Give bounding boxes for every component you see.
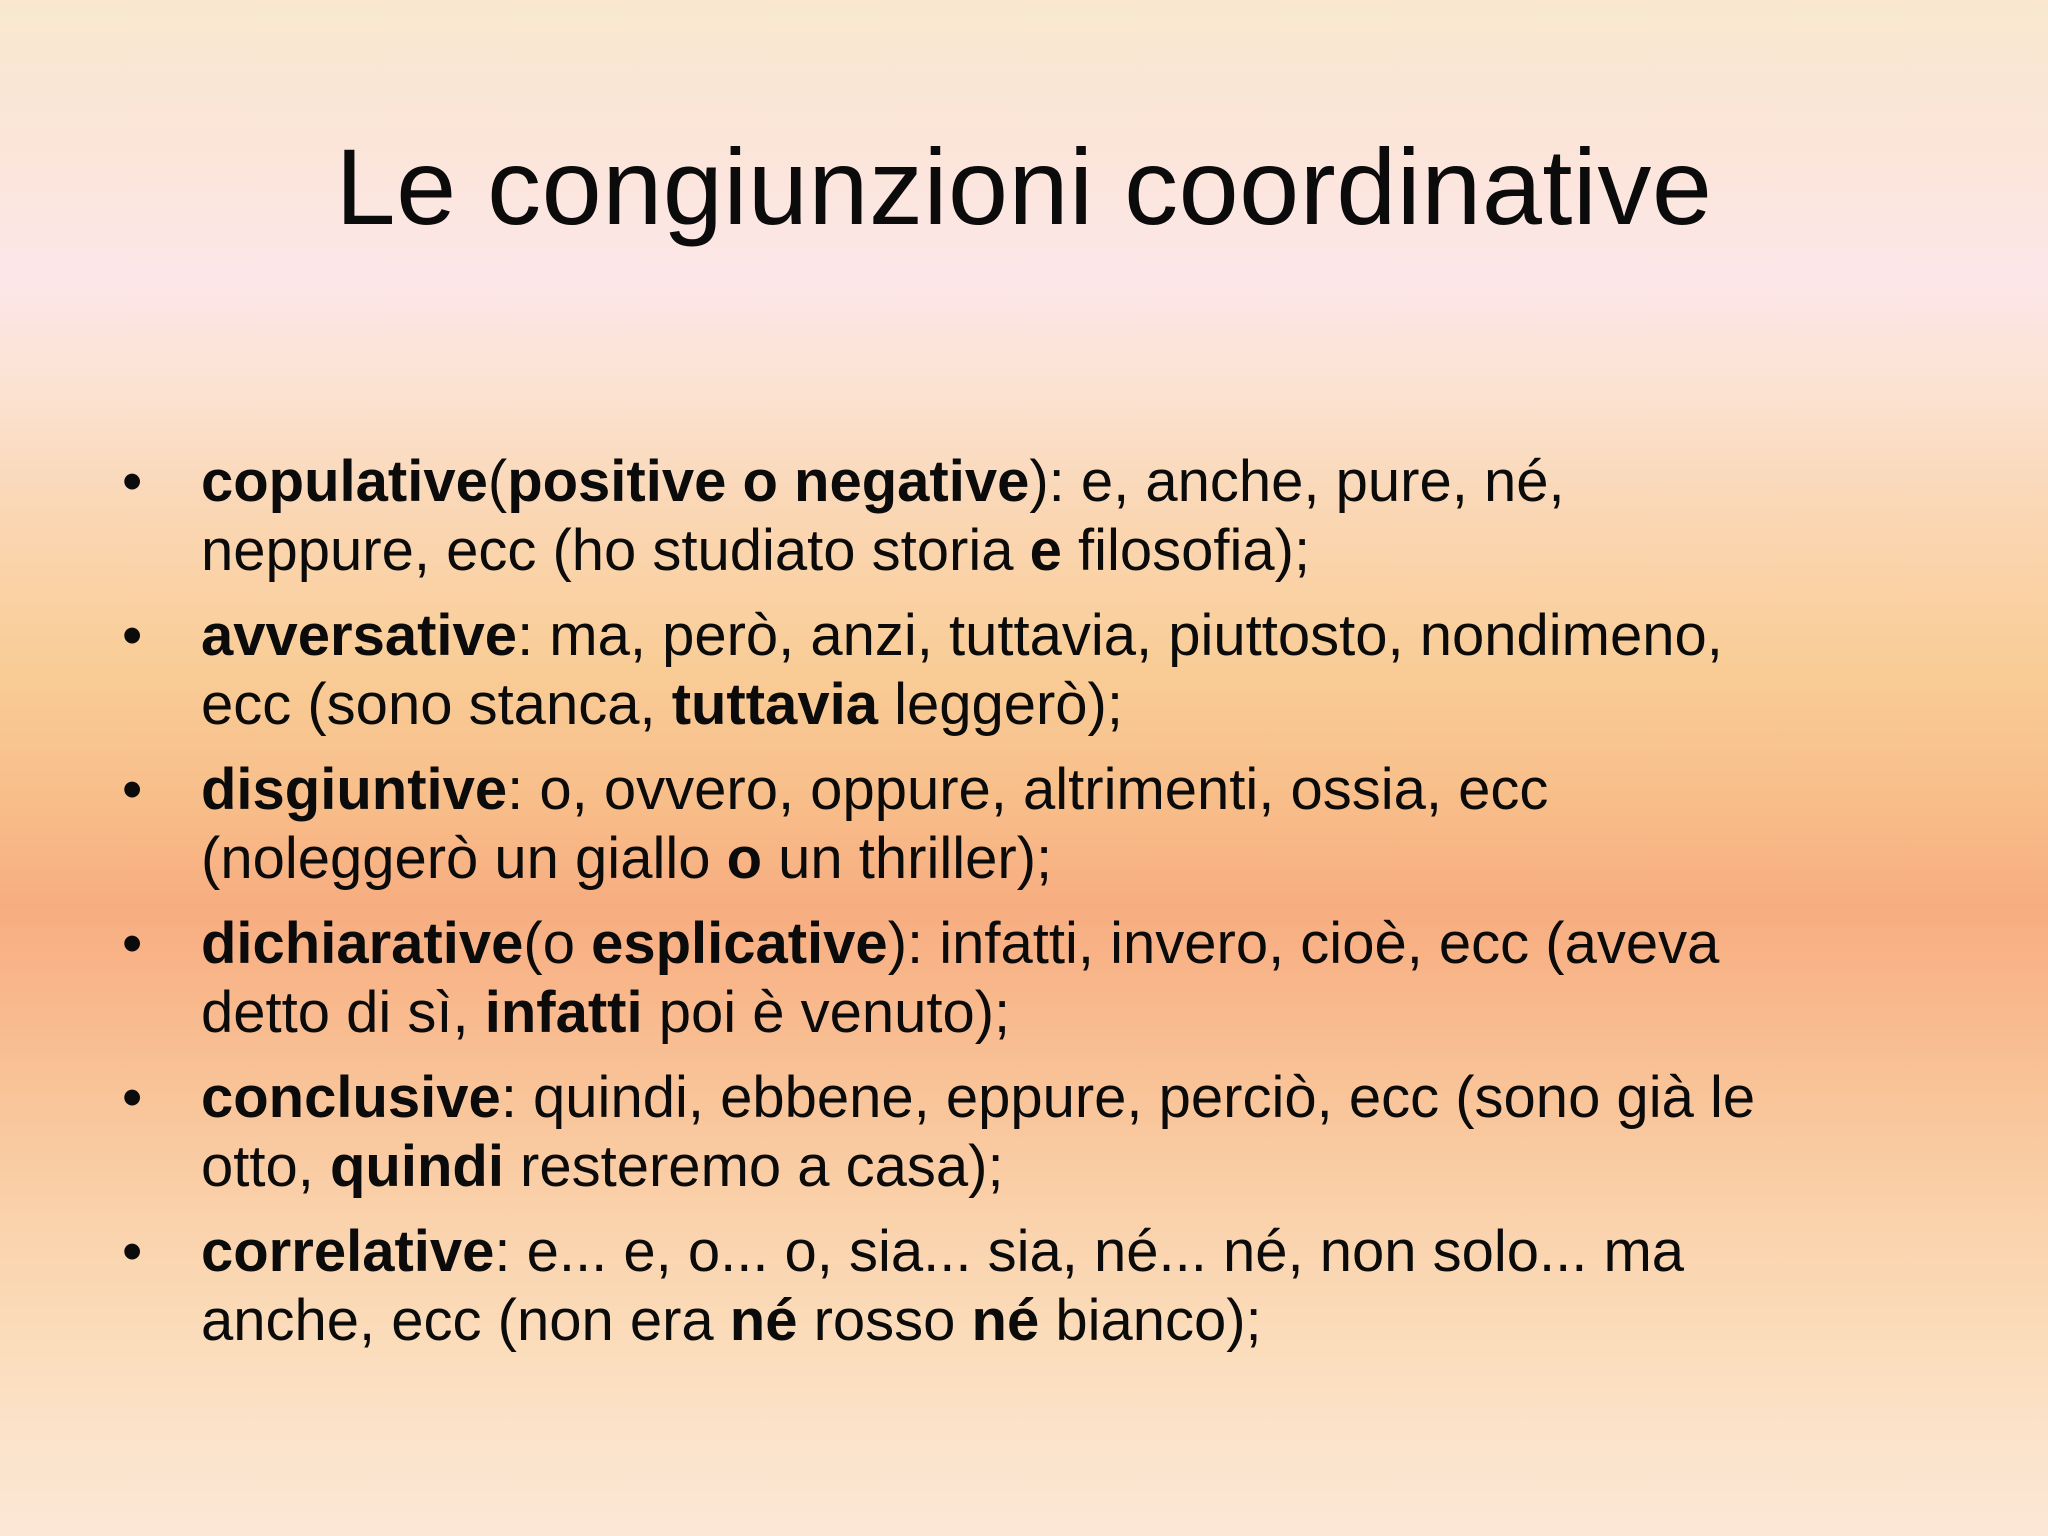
bullet-text: anche, ecc (non era	[201, 1288, 730, 1353]
bullet-point-icon: •	[122, 1065, 143, 1130]
bullet-item	[122, 1217, 1922, 1355]
bullet-text-bold: copulative	[201, 449, 488, 514]
bullet-text-bold: o	[726, 826, 763, 891]
bullet-text: resteremo a casa);	[503, 1134, 1004, 1199]
bullet-text-bold: avversative	[201, 603, 518, 668]
bullet-text: rosso	[797, 1288, 972, 1353]
bullet-text-bold: positive o negative	[507, 449, 1030, 514]
bullet-text-bold: disgiuntive	[201, 757, 508, 822]
bullet-point-icon: •	[122, 757, 143, 822]
bullet-text: neppure, ecc (ho studiato storia	[201, 518, 1030, 583]
bullet-text-bold: e	[1029, 518, 1062, 583]
bullet-text: : ma, però, anzi, tuttavia, piuttosto, nondimeno,	[517, 603, 1723, 668]
bullet-item	[122, 755, 1922, 893]
bullet-text: : o, ovvero, oppure, altrimenti, ossia, ecc	[507, 757, 1549, 822]
bullet-text: bianco);	[1039, 1288, 1262, 1353]
bullet-point-icon: •	[122, 1219, 143, 1284]
bullet-text: ): e, anche, pure, né,	[1029, 449, 1565, 514]
bullet-list	[122, 447, 1922, 1371]
slide-title: Le congiunzioni coordinative	[335, 126, 1713, 247]
bullet-text-bold: conclusive	[201, 1065, 501, 1130]
bullet-text-bold: né	[729, 1288, 798, 1353]
bullet-text: ecc (sono stanca,	[201, 672, 672, 737]
bullet-point-icon: •	[122, 603, 143, 668]
bullet-text: poi è venuto);	[642, 980, 1011, 1045]
bullet-text: otto,	[201, 1134, 330, 1199]
bullet-item	[122, 447, 1922, 585]
bullet-point-icon: •	[122, 911, 143, 976]
bullet-text: (o	[523, 911, 592, 976]
bullet-text-bold: quindi	[329, 1134, 504, 1199]
bullet-text: (noleggerò un giallo	[201, 826, 727, 891]
bullet-item	[122, 1063, 1922, 1201]
bullet-text-bold: correlative	[201, 1219, 495, 1284]
bullet-text: un thriller);	[762, 826, 1053, 891]
bullet-text-bold: né	[971, 1288, 1040, 1353]
bullet-text-bold: infatti	[484, 980, 643, 1045]
bullet-text-bold: tuttavia	[671, 672, 878, 737]
bullet-text: : e... e, o... o, sia... sia, né... né, non solo... ma	[494, 1219, 1685, 1284]
bullet-text-bold: dichiarative	[201, 911, 524, 976]
bullet-text: (	[487, 449, 508, 514]
bullet-text: filosofia);	[1061, 518, 1311, 583]
bullet-point-icon: •	[122, 449, 143, 514]
bullet-text: ): infatti, invero, cioè, ecc (aveva	[887, 911, 1720, 976]
bullet-text: detto di sì,	[201, 980, 485, 1045]
bullet-item	[122, 601, 1922, 739]
bullet-item	[122, 909, 1922, 1047]
bullet-text: : quindi, ebbene, eppure, perciò, ecc (sono già le	[500, 1065, 1756, 1130]
bullet-text: leggerò);	[877, 672, 1123, 737]
bullet-text-bold: esplicative	[591, 911, 888, 976]
